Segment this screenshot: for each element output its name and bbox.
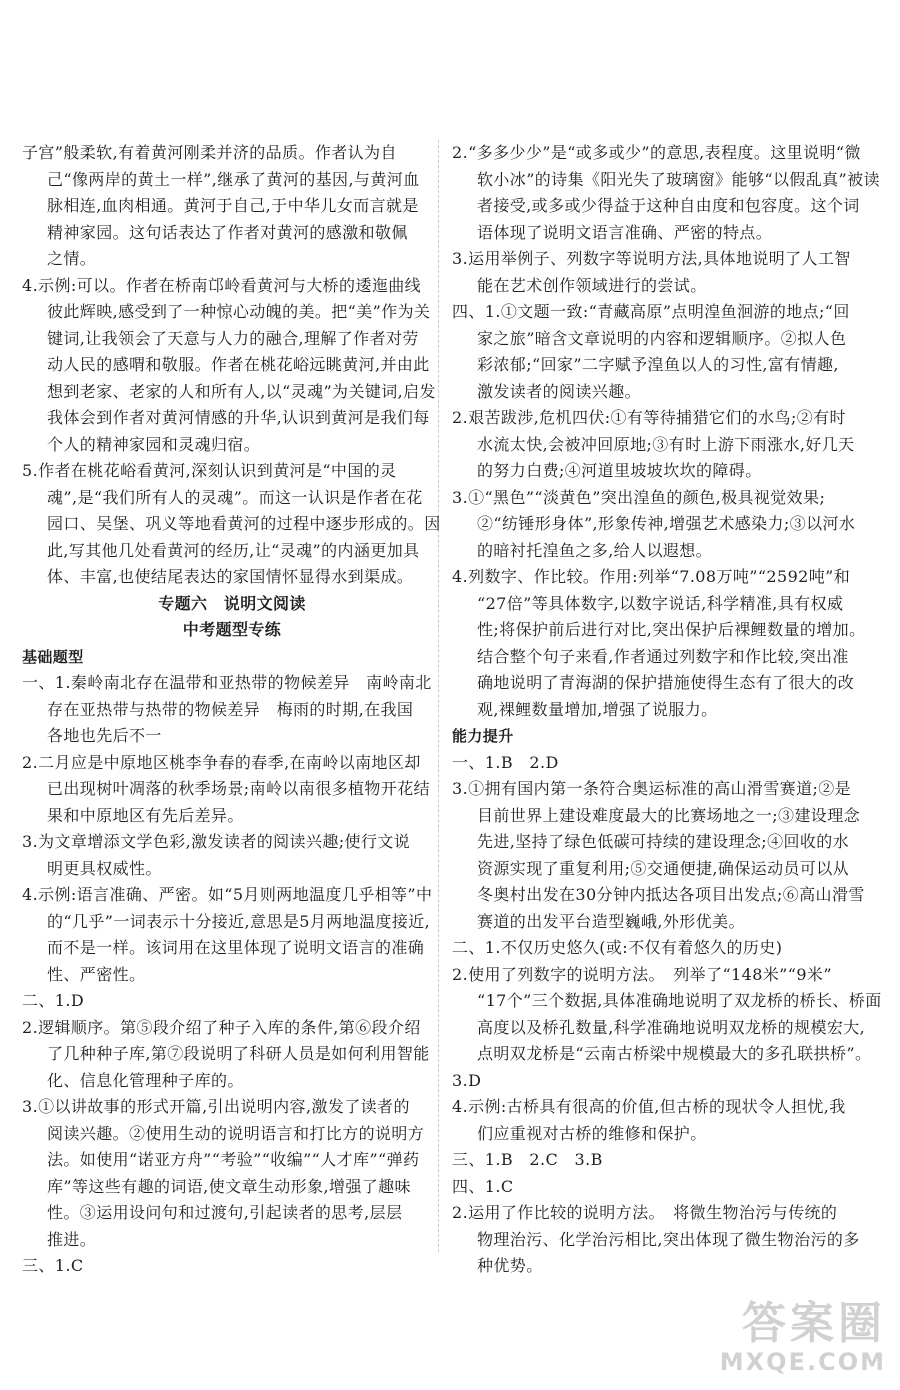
text-line: 激发读者的阅读兴趣。 [477, 381, 642, 401]
text-line: 园口、吴堡、巩义等地看黄河的过程中逐步形成的。因 [47, 514, 441, 533]
section-title: 专题六 说明文阅读 [158, 593, 306, 613]
text-line: 先进,坚持了绿色低碳可持续的建设理念;④回收的水 [477, 832, 850, 851]
text-line: 2.运用了作比较的说明方法。 将微生物治污与传统的 [452, 1203, 838, 1222]
text-line: “17个”三个数据,具体准确地说明了双龙桥的桥长、桥面 [477, 991, 882, 1010]
text-line: 者接受,或多或少得益于这种自由度和包容度。这个词 [477, 196, 860, 215]
section-title: 中考题型专练 [182, 620, 282, 639]
text-line: ②“纺锤形身体”,形象传神,增强艺术感染力;③以河水 [477, 514, 856, 533]
text-line: 了几种种子库,第⑦段说明了科研人员是如何利用智能 [47, 1044, 430, 1063]
text-line: 法。如使用“诺亚方舟”“考验”“收编”“人才库”“弹药 [47, 1150, 420, 1169]
text-line: 性。③运用设问句和过渡句,引起读者的思考,层层 [47, 1203, 403, 1222]
text-line: 冬奥村出发在30分钟内抵达各项目出发点;⑥高山滑雪 [477, 885, 865, 904]
text-line: 三、1.B 2.C 3.B [452, 1150, 603, 1169]
text-line: 语体现了说明文语言准确、严密的特点。 [477, 222, 773, 242]
text-line: 性;将保护前后进行对比,突出保护后裸鲤数量的增加。 [477, 620, 866, 639]
text-line: 之情。 [47, 249, 97, 268]
text-line: 想到老家、老家的人和所有人,以“灵魂”为关键词,启发 [47, 381, 436, 401]
text-line: 2.使用了列数字的说明方法。 列举了“148米”“9米” [452, 964, 832, 984]
text-line: 能在艺术创作领域进行的尝试。 [477, 275, 707, 295]
right-column [452, 140, 880, 1280]
text-line: 明更具权威性。 [47, 858, 162, 878]
text-line: 四、1.①文题一致:“青藏高原”点明湟鱼洄游的地点;“回 [452, 302, 850, 321]
text-line: 各地也先后不一 [47, 726, 162, 745]
text-line: 脉相连,血肉相通。黄河于自己,于中华儿女而言就是 [47, 196, 419, 215]
text-line: 三、1.C [22, 1256, 84, 1275]
text-line: 3.运用举例子、列数字等说明方法,具体地说明了人工智 [452, 249, 851, 268]
text-line: 我体会到作者对黄河情感的升华,认识到黄河是我们每 [47, 408, 430, 427]
text-line: 一、1.秦岭南北存在温带和亚热带的物候差异 南岭南北 [22, 673, 432, 692]
text-line: 4.示例:古桥具有很高的价值,但古桥的现状令人担忧,我 [452, 1097, 846, 1116]
text-line: 2.“多多少少”是“或多或少”的意思,表程度。这里说明“微 [452, 143, 861, 162]
text-line: 点明双龙桥是“云南古桥梁中规模最大的多孔联拱桥”。 [477, 1044, 872, 1063]
text-line: 观,裸鲤数量增加,增强了说服力。 [477, 699, 718, 719]
text-line: 一、1.B 2.D [452, 752, 559, 772]
text-line: 己“像两岸的黄土一样”,继承了黄河的基因,与黄河血 [47, 169, 420, 189]
text-line: 而不是一样。该词用在这里体现了说明文语言的准确 [47, 938, 425, 957]
watermark-logo [656, 1300, 886, 1380]
text-line: 3.为文章增添文学色彩,激发读者的阅读兴趣;使行文说 [22, 832, 411, 851]
text-line: 5.作者在桃花峪看黄河,深刻认识到黄河是“中国的灵 [22, 461, 397, 480]
text-line: 库”等这些有趣的词语,使文章生动形象,增强了趣味 [47, 1176, 411, 1196]
text-line: 性、严密性。 [47, 964, 146, 984]
text-line: 存在亚热带与热带的物候差异 梅雨的时期,在我国 [47, 699, 414, 719]
text-line: 2.逻辑顺序。第⑤段介绍了种子入库的条件,第⑥段介绍 [22, 1017, 421, 1037]
text-line: 彼此辉映,感受到了一种惊心动魄的美。把“美”作为关 [47, 302, 431, 321]
text-line: 的暗衬托湟鱼之多,给人以遐想。 [477, 540, 713, 560]
watermark-cn: 答案圈 [742, 1298, 886, 1349]
text-line: 已出现树叶凋落的秋季场景;南岭以南很多植物开花结 [47, 779, 430, 798]
text-line: 果和中原地区有先后差异。 [47, 805, 244, 825]
text-line: 物理治污、化学治污相比,突出体现了微生物治污的多 [477, 1229, 860, 1249]
text-line: 4.示例:语言准确、严密。如“5月则两地温度几乎相等”中 [22, 885, 433, 904]
text-line: 4.示例:可以。作者在桥南邙岭看黄河与大桥的逶迤曲线 [22, 275, 422, 295]
text-line: 推进。 [47, 1229, 97, 1249]
text-line: 赛道的出发平台造型巍峨,外形优美。 [477, 911, 745, 931]
left-column [22, 140, 442, 1280]
section-heading: 能力提升 [452, 727, 514, 745]
text-line: 结合整个句子来看,作者通过列数字和作比较,突出准 [477, 646, 849, 666]
text-line: 家之旅”暗含文章说明的内容和逻辑顺序。②拟人色 [477, 328, 847, 348]
text-line: 3.①以讲故事的形式开篇,引出说明内容,激发了读者的 [22, 1097, 410, 1116]
text-line: 阅读兴趣。②使用生动的说明语言和打比方的说明方 [47, 1123, 425, 1143]
section-heading: 基础题型 [22, 647, 84, 666]
text-line: 确地说明了青海湖的保护措施使得生态有了很大的改 [477, 673, 855, 692]
text-line: 四、1.C [452, 1176, 514, 1196]
text-line: 精神家园。这句话表达了作者对黄河的感激和敬佩 [47, 222, 408, 242]
text-line: 子宫”般柔软,有着黄河刚柔并济的品质。作者认为自 [22, 143, 397, 162]
text-line: 体、丰富,也使结尾表达的家国情怀显得水到渠成。 [47, 567, 414, 586]
text-line: 3.D [452, 1070, 482, 1090]
text-line: 2.艰苦跋涉,危机四伏:①有等待捕猎它们的水鸟;②有时 [452, 408, 846, 427]
text-line: 二、1.D [22, 991, 85, 1010]
text-line: 二、1.不仅历史悠久(或:不仅有着悠久的历史) [452, 938, 783, 957]
text-line: 键词,让我领会了天意与人力的融合,理解了作者对劳 [47, 328, 419, 348]
text-line: 资源实现了重复利用;⑤交通便捷,确保运动员可以从 [477, 858, 850, 878]
text-line: 彩浓郁;“回家”二字赋予湟鱼以人的习性,富有情趣, [477, 355, 839, 374]
text-line: 3.①拥有国内第一条符合奥运标准的高山滑雪赛道;②是 [452, 779, 852, 798]
text-line: 目前世界上建设难度最大的比赛场地之一;③建设理念 [477, 805, 860, 825]
text-line: 个人的精神家园和灵魂归宿。 [47, 434, 261, 454]
text-line: 此,写其他几处看黄河的经历,让“灵魂”的内涵更加具 [47, 540, 420, 560]
text-line: 软小冰”的诗集《阳光失了玻璃窗》能够“以假乱真”被读 [477, 169, 880, 189]
text-line: 4.列数字、作比较。作用:列举“7.08万吨”“2592吨”和 [452, 567, 851, 586]
text-line: 2.二月应是中原地区桃李争春的春季,在南岭以南地区却 [22, 752, 421, 772]
text-line: 魂”,是“我们所有人的灵魂”。而这一认识是作者在花 [47, 487, 423, 507]
watermark-en: MXQE.COM [719, 1348, 886, 1376]
text-line: 化、信息化管理种子库的。 [47, 1070, 244, 1090]
text-line: 的“几乎”一词表示十分接近,意思是5月两地温度接近, [47, 911, 431, 931]
text-line: 高度以及桥孔数量,科学准确地说明双龙桥的规模宏大, [477, 1017, 866, 1037]
text-line: 3.①“黑色”“淡黄色”突出湟鱼的颜色,极具视觉效果; [452, 487, 826, 507]
text-line: 水流太快,会被冲回原地;③有时上游下雨涨水,好几天 [477, 434, 855, 454]
text-line: 的努力白费;④河道里坡坡坎坎的障碍。 [477, 461, 762, 480]
text-line: 动人民的感喟和敬服。作者在桃花峪远眺黄河,并由此 [47, 355, 430, 374]
text-line: 们应重视对古桥的维修和保护。 [477, 1123, 707, 1143]
text-line: “27倍”等具体数字,以数字说话,科学精准,具有权威 [477, 593, 844, 613]
text-line: 种优势。 [477, 1256, 543, 1275]
